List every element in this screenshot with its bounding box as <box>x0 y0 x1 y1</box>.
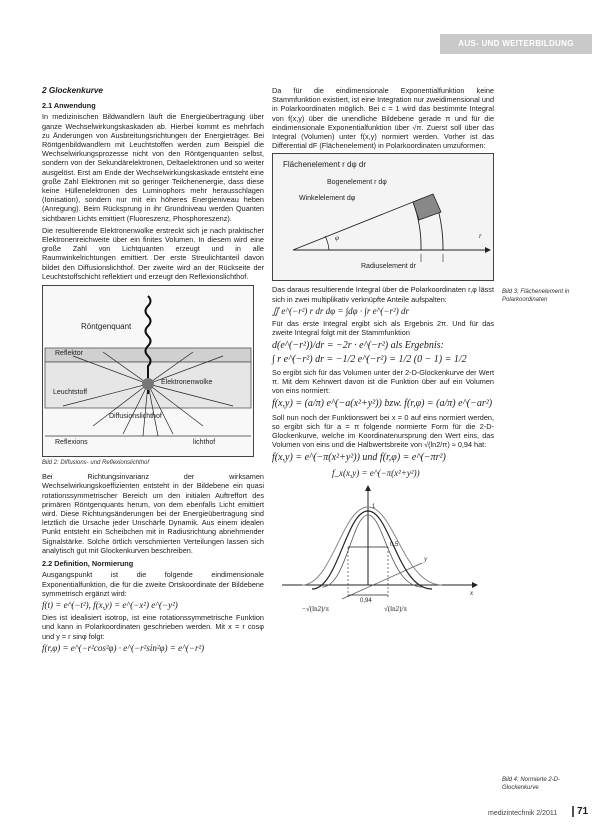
label-phosphor: Leuchtstoff <box>53 389 88 397</box>
formula: f(r,φ) = e^(−r²cos²φ) · e^(−r²sin²φ) = e^(−r²) <box>42 642 205 653</box>
page-number: 71 <box>572 806 588 817</box>
figure-polar-area <box>272 153 494 281</box>
paragraph: Da für die eindimensionale Exponentialfunktion keine Stammfunktion existiert, ist eine Integration nur zweidimensional und in Polarkoordinaten möglich. Bei c = 1 wird das bestimmte Integral von f(x,y) über die unendliche Bildebene gerade π und für die eindimensionale Exponentialfunktion über √π. Zuerst soll über das Integral (Volumen) unter f(x,y) normiert werden. Vorher ist das Differential dF (Flächenelement) in Polarkoordinaten umzuformen: <box>272 86 494 151</box>
formula: d(e^(−r²))/dr = −2r · e^(−r²) als Ergebnis: <box>272 340 444 352</box>
label-fwhm: 0,94 <box>360 597 372 604</box>
label-function: f_x(x,y) = e^(−π(x²+y²)) <box>332 467 420 478</box>
label-reflection: Reflexions <box>55 439 88 447</box>
figure-bell-diagram <box>272 467 494 617</box>
label-one: 1 <box>372 503 376 510</box>
label-electron-cloud: Elektronenwolke <box>161 379 213 387</box>
formula: ∬ e^(−r²) r dr dφ = ∫dφ · ∫r e^(−r²) dr <box>272 305 409 316</box>
paragraph: Für das erste Integral ergibt sich als Ergebnis 2π. Und für das zweite Integral folgt mit der Stammfunktion <box>272 319 494 338</box>
label-r: r <box>479 232 482 241</box>
paragraph: In medizinischen Bildwandlern läuft die Energieübertragung über ganze Wechselwirkungskaskaden ab. Hierbei kommt es mehrfach zu Änderungen von Ausbreitungsrichtungen der Energieträger. Bei Röntgenbildwandlern mit Leuchtstoffen werden zum Beispiel die Wechselwirkungsprozesse nicht von den Röntgenquanten selbst, sondern von der Sekundärelektronen, Deltaelektronen und so weiter ausgelöst. Erst am Ende der Wechselwirkungskaskade entsteht eine große Zahl Elektronen mit so geringer Teilchenenergie, dass diese keine Hüllenelektronen des Luminophors mehr herausschlagen (Ionisation), sondern nur mit ein höheres Energieniveau heben (Anregung). Beim Rücksprung in ihr Grundniveau werden Quanten sichtbaren Lichts emittiert (Fluoreszenz, Phosphoreszenz). <box>42 112 264 223</box>
formula: f(x,y) = (a/π) e^(−a(x²+y²)) bzw. f(r,φ) = (a/π) e^(−ar²) <box>272 398 493 410</box>
figure-diffusion-diagram <box>43 286 253 456</box>
formula: f(x,y) = e^(−π(x²+y²)) und f(r,φ) = e^(−πr²) <box>272 452 446 464</box>
y-arrow <box>365 485 371 491</box>
depth-axis <box>342 563 422 599</box>
figure-bell-curve <box>272 467 494 617</box>
label-x-ray-quantum: Röntgenquant <box>81 322 132 332</box>
label-left-bound: −√(ln2)/π <box>302 604 329 613</box>
angle-arc <box>325 236 329 250</box>
electron-cloud <box>142 378 154 390</box>
label-right-bound: √(ln2)/π <box>384 604 407 613</box>
label-radius-element: Radiuselement dr <box>361 263 416 271</box>
label-half: 0,5 <box>390 541 399 548</box>
left-column <box>42 86 264 656</box>
formula: ∫ r e^(−r²) dr = −1/2 e^(−r²) = 1/2 (0 − 1) = 1/2 <box>272 353 467 365</box>
subsection-title-definition: 2.2 Definition, Normierung <box>42 559 134 569</box>
label-halo: lichthof <box>193 439 216 447</box>
x-arrow <box>472 582 478 588</box>
bell-curve-mid <box>322 515 422 587</box>
paragraph: Ausgangspunkt ist die folgende eindimensionale Exponentialfunktion, die für die zweite Ortskoordinate der Bildebene symmetrisch ergänzt wird: <box>42 570 264 598</box>
arrow-head <box>485 247 491 253</box>
journal-footer: medizintechnik 2/2011 <box>488 810 558 817</box>
label-phi: φ <box>335 234 339 243</box>
paragraph: Bei Richtungsinvarianz der wirksamen Wechselwirkungskoeffizienten entsteht in der Bildebene ein quasi rotationssymmetrischer Bereich um den initialen Auftreffort des primären Röntgenquants herum, von dem ebenfalls Licht emittiert wird. Diese Richtungsänderungen bei der Energieübertragung sind letztlich die Ursache jeder Unschärfe Dynamik. Aus einem idealen Punkt entsteht ein Scheibchen mit in Radiusrichtung abnehmender Signalstärke. Solche örtlich verschmierten Verteilungen lassen sich analytisch gut mit Glockenkurven beschreiben. <box>42 472 264 555</box>
paragraph: Die resultierende Elektronenwolke erstreckt sich je nach praktischer Elektronenreichweite über ein finites Volumen. In diesem wird eine große Zahl von Lichtquanten erzeugt und in alle Raumwinkelrichtungen emittiert. Der erste Streulichtanteil davon bildet den Diffusionslichthof. Der zweite wird an der Rückseite der Leuchtstoffschicht reflektiert und erzeugt den Reflexionslichthof. <box>42 225 264 281</box>
figure-caption: Bild 4: Normierte 2-D-Glockenkurve <box>502 777 561 791</box>
right-column <box>272 86 494 617</box>
paragraph: Dies ist idealisiert isotrop, ist eine rotationssymmetrische Funktion und kann in Polarkoordinaten geschrieben werden. Mit x = r cosφ und y = r sinφ folgt: <box>42 613 264 641</box>
section-banner: AUS- UND WEITERBILDUNG <box>440 34 592 54</box>
section-title: 2 Glockenkurve <box>42 86 103 95</box>
label-arc-element: Bogenelement r dφ <box>327 179 387 187</box>
label-y: y <box>424 554 428 563</box>
figure-caption: Bild 2: Diffusions- und Reflexionslichthof <box>42 460 150 467</box>
figure-diffusion-halo <box>42 285 254 457</box>
label-angle-element: Winkelelement dφ <box>299 195 356 203</box>
radius-line <box>293 198 423 250</box>
subsection-title-application: 2.1 Anwendung <box>42 101 96 111</box>
paragraph: So ergibt sich für das Volumen unter der 2-D-Glockenkurve der Wert π. Mit dem Kehrwert davon ist die Funktion über auf ein Volumen von eins normiert: <box>272 367 494 396</box>
paragraph: Soll nun noch der Funktionswert bei x = 0 auf eins normiert werden, so ergibt sich für a = π folgende normierte Form für die 2-D-Glockenkurve, welche im Koordinatenursprung den Wert eins, das Volumen von eins und die Halbwertsbreite von √(ln2/π) ≈ 0,94 hat: <box>272 412 494 450</box>
label-x: x <box>470 588 474 597</box>
bell-curve-back <box>302 507 442 585</box>
bell-curve-front <box>312 511 432 589</box>
label-area-element: Flächenelement r dφ dr <box>283 160 367 170</box>
label-reflector: Reflektor <box>55 350 84 358</box>
formula: f(t) = e^(−t²), f(x,y) = e^(−x²) e^(−y²) <box>42 599 178 610</box>
label-diffusion-halo: Diffusionslichthof <box>109 413 162 421</box>
figure-caption: Bild 3: Flächenelement in Polarkoordinaten <box>502 289 570 303</box>
paragraph: Das daraus resultierende Integral über die Polarkoordinaten r,φ lässt sich in zwei multiplikativ verknüpfte Anteile aufspalten: <box>272 285 494 304</box>
